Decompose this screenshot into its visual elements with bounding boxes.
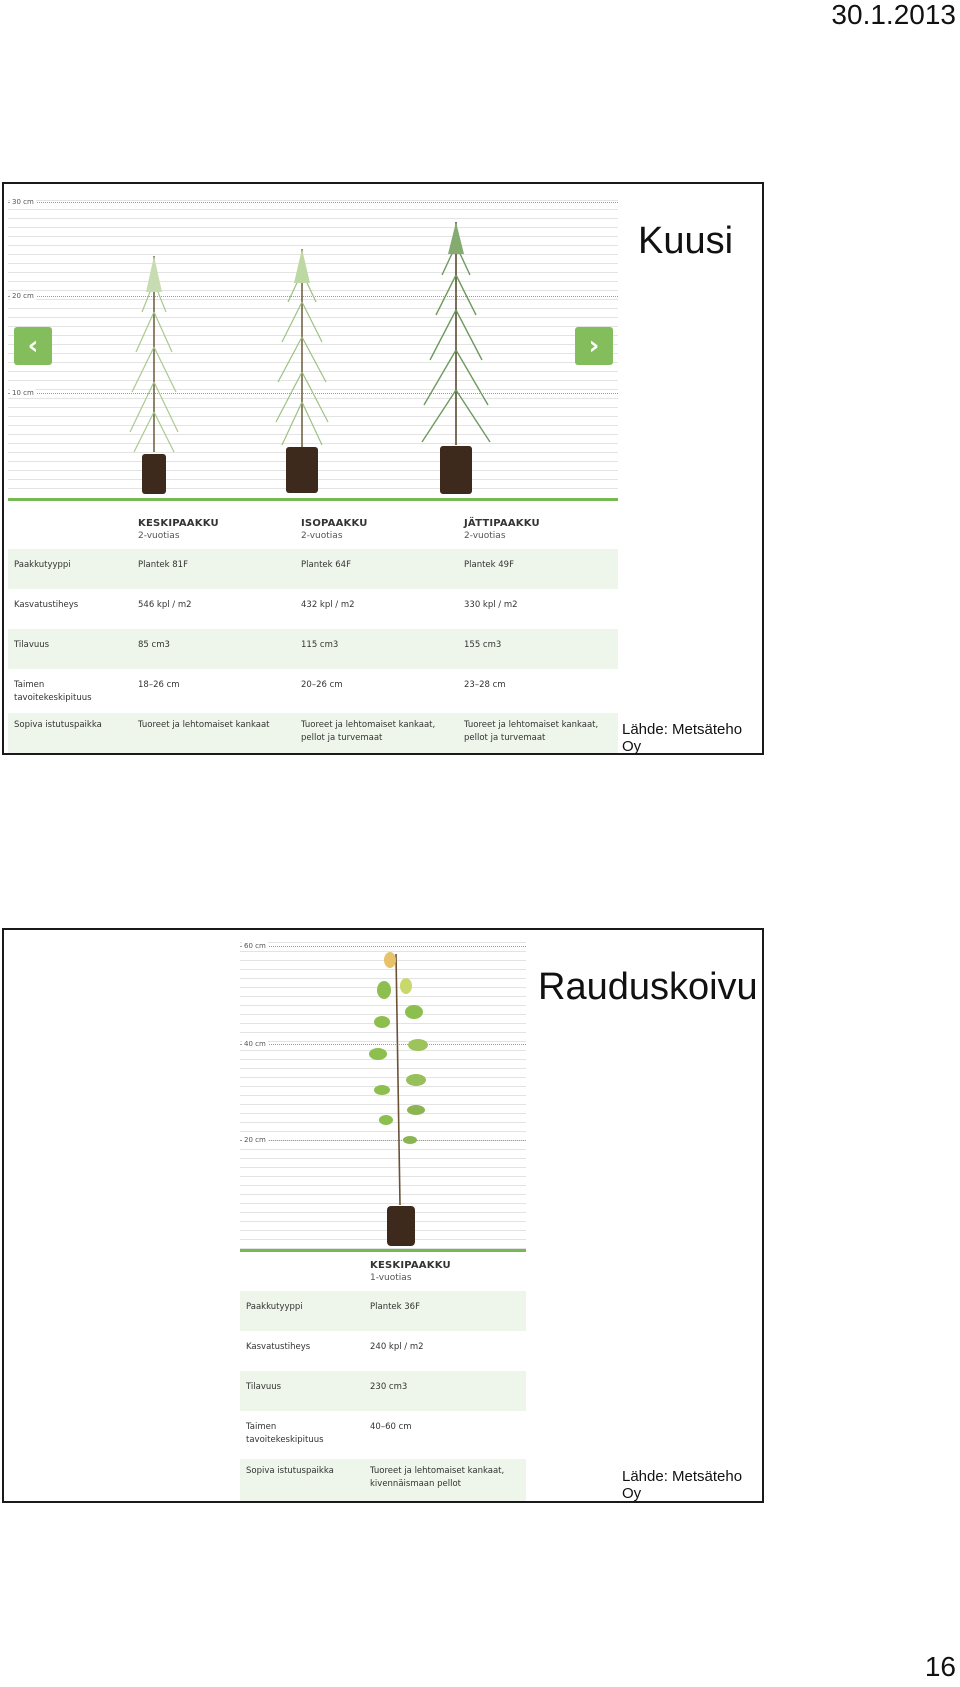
slide-title: Kuusi (638, 220, 734, 262)
product-name: JÄTTIPAAKKU (464, 518, 540, 529)
row-label: Kasvatustiheys (246, 1342, 311, 1352)
row-value: Tuoreet ja lehtomaiset kankaat, kivennäismaan pellot (370, 1466, 505, 1489)
row-label: Kasvatustiheys (14, 600, 79, 610)
spec-row (8, 713, 618, 754)
slide-rauduskoivu (2, 928, 764, 1503)
spruce-seedling-image (124, 252, 184, 494)
row-label: Paakkutyyppi (14, 560, 71, 570)
row-value: 18–26 cm (138, 680, 180, 690)
row-value: 330 kpl / m2 (464, 600, 518, 610)
row-label: Sopiva istutuspaikka (14, 720, 102, 730)
product-name: KESKIPAAKKU (138, 518, 219, 529)
product-age: 1-vuotias (370, 1273, 412, 1283)
previous-arrow-button[interactable]: ‹ (14, 327, 52, 365)
product-column-header (138, 518, 219, 541)
slide-kuusi (2, 182, 764, 755)
source-note: Lähde: Metsäteho Oy (622, 721, 743, 755)
row-label: Tilavuus (246, 1382, 282, 1392)
spec-row (8, 589, 618, 629)
spec-row (240, 1331, 526, 1371)
row-label: Sopiva istutuspaikka (246, 1466, 334, 1476)
row-value: 115 cm3 (301, 640, 339, 650)
row-value: Tuoreet ja lehtomaiset kankaat, pellot ja turvemaat (301, 720, 436, 743)
row-value: 240 kpl / m2 (370, 1342, 424, 1352)
row-label: Tilavuus (14, 640, 50, 650)
row-label: Paakkutyyppi (246, 1302, 303, 1312)
row-value: 40–60 cm (370, 1422, 412, 1432)
product-column-header (370, 1260, 451, 1283)
spruce-seedling-image (418, 220, 494, 496)
row-value: 432 kpl / m2 (301, 600, 355, 610)
row-value: 85 cm3 (138, 640, 170, 650)
slide-title: Rauduskoivu (538, 966, 758, 1008)
scale-label: 30 cm (12, 198, 34, 206)
product-age: 2-vuotias (464, 531, 506, 541)
row-value: 230 cm3 (370, 1382, 408, 1392)
scale-label: 10 cm (12, 389, 34, 397)
scale-label: 60 cm (244, 942, 266, 950)
row-label: Taimen tavoitekeskipituus (246, 1422, 324, 1445)
spec-row (240, 1459, 526, 1502)
row-value: 23–28 cm (464, 680, 506, 690)
product-panel (8, 192, 618, 754)
row-value: Tuoreet ja lehtomaiset kankaat (138, 720, 270, 730)
spec-row (8, 669, 618, 713)
product-panel (240, 934, 526, 1502)
next-arrow-button[interactable]: › (575, 327, 613, 365)
product-age: 2-vuotias (138, 531, 180, 541)
spec-row (240, 1371, 526, 1411)
row-value: Plantek 36F (370, 1302, 420, 1312)
spec-row (8, 629, 618, 669)
spec-row (240, 1411, 526, 1459)
product-column-header (464, 518, 540, 541)
row-label: Taimen tavoitekeskipituus (14, 680, 92, 703)
spruce-seedling-image (270, 247, 334, 495)
scale-line (8, 202, 618, 203)
scale-line (240, 946, 526, 947)
product-name: ISOPAAKKU (301, 518, 368, 529)
spec-row (8, 549, 618, 589)
row-value: 546 kpl / m2 (138, 600, 192, 610)
birch-seedling-image (360, 950, 440, 1248)
source-note: Lähde: Metsäteho Oy (622, 1468, 743, 1502)
row-value: Plantek 81F (138, 560, 188, 570)
product-name: KESKIPAAKKU (370, 1260, 451, 1271)
divider (8, 498, 618, 501)
row-value: 20–26 cm (301, 680, 343, 690)
scale-label: 20 cm (244, 1136, 266, 1144)
divider (240, 1249, 526, 1252)
spec-row (240, 1291, 526, 1331)
scale-label: 40 cm (244, 1040, 266, 1048)
product-age: 2-vuotias (301, 531, 343, 541)
scale-label: 20 cm (12, 292, 34, 300)
page-date: 30.1.2013 (831, 0, 956, 30)
product-column-header (301, 518, 368, 541)
row-value: Plantek 64F (301, 560, 351, 570)
page-number: 16 (924, 1651, 956, 1682)
row-value: Plantek 49F (464, 560, 514, 570)
row-value: 155 cm3 (464, 640, 502, 650)
row-value: Tuoreet ja lehtomaiset kankaat, pellot ja turvemaat (464, 720, 599, 743)
